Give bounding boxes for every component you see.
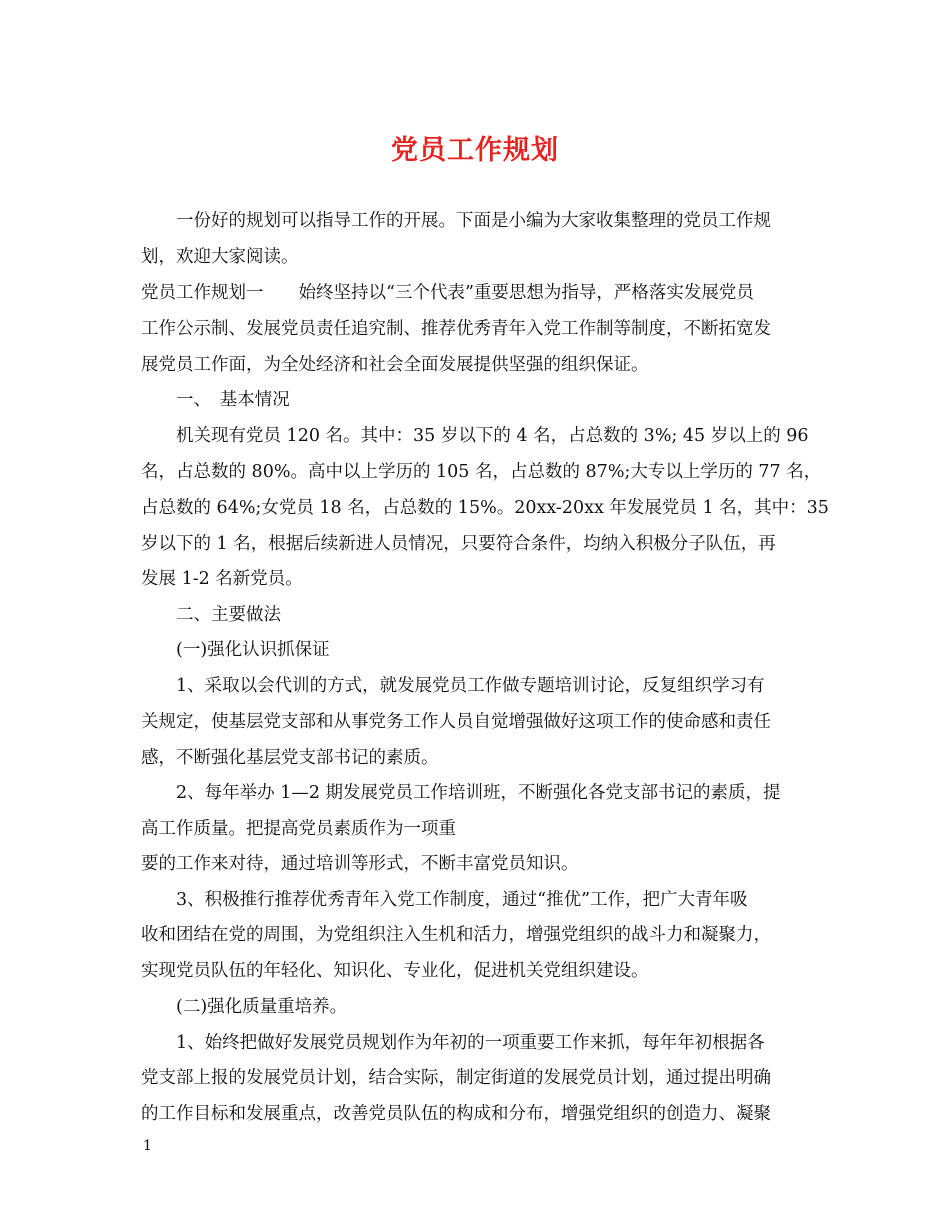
body-line: 机关现有党员 120 名。其中：35 岁以下的 4 名，占总数的 3%; 45 岁以上的 96 [176, 426, 809, 446]
body-line: 收和团结在党的周围，为党组织注入生机和活力，增强党组织的战斗力和凝聚力， [141, 925, 771, 945]
body-line: 展党员工作面，为全处经济和社会全面发展提供坚强的组织保证。 [141, 355, 649, 375]
subsection-heading: (一)强化认识抓保证 [176, 640, 330, 660]
body-line: 要的工作来对待，通过培训等形式，不断丰富党员知识。 [141, 854, 579, 874]
subsection-heading: (二)强化质量重培养。 [176, 997, 348, 1017]
body-line: 岁以下的 1 名，根据后续新进人员情况，只要符合条件，均纳入积极分子队伍，再 [141, 534, 776, 554]
body-line: 关规定，使基层党支部和从事党务工作人员自觉增强做好这项工作的使命感和责任 [141, 712, 771, 732]
page-number: 1 [143, 1138, 152, 1154]
body-line: 感，不断强化基层党支部书记的素质。 [141, 748, 439, 768]
body-line: 工作公示制、发展党员责任追究制、推荐优秀青年入党工作制等制度，不断拓宽发 [141, 319, 771, 339]
body-line: 的工作目标和发展重点，改善党员队伍的构成和分布，增强党组织的创造力、凝聚 [141, 1104, 771, 1124]
body-line: 实现党员队伍的年轻化、知识化、专业化，促进机关党组织建设。 [141, 961, 649, 981]
section-heading: 二、主要做法 [176, 605, 281, 625]
section-heading: 一、 基本情况 [176, 390, 290, 410]
body-line: 一份好的规划可以指导工作的开展。下面是小编为大家收集整理的党员工作规 [176, 211, 771, 231]
body-line: 划，欢迎大家阅读。 [141, 247, 299, 267]
body-line: 2、每年举办 1—2 期发展党员工作培训班，不断强化各党支部书记的素质，提 [176, 783, 781, 803]
body-line: 高工作质量。把提高党员素质作为一项重 [141, 819, 456, 839]
body-line: 1、采取以会代训的方式，就发展党员工作做专题培训讨论，反复组织学习有 [176, 676, 765, 696]
body-line: 1、始终把做好发展党员规划作为年初的一项重要工作来抓，每年年初根据各 [176, 1033, 765, 1053]
document-title: 党员工作规划 [391, 135, 559, 166]
body-line: 党员工作规划一 始终坚持以“三个代表”重要思想为指导，严格落实发展党员 [141, 283, 754, 303]
body-line: 3、积极推行推荐优秀青年入党工作制度，通过“推优”工作，把广大青年吸 [176, 890, 748, 910]
body-line: 名，占总数的 80%。高中以上学历的 105 名，占总数的 87%;大专以上学历的 77 名， [141, 462, 822, 482]
body-line: 发展 1-2 名新党员。 [141, 569, 303, 589]
body-line: 占总数的 64%;女党员 18 名，占总数的 15%。20xx-20xx 年发展党员 1 名，其中：35 [141, 498, 829, 518]
body-line: 党支部上报的发展党员计划，结合实际，制定街道的发展党员计划，通过提出明确 [141, 1068, 771, 1088]
